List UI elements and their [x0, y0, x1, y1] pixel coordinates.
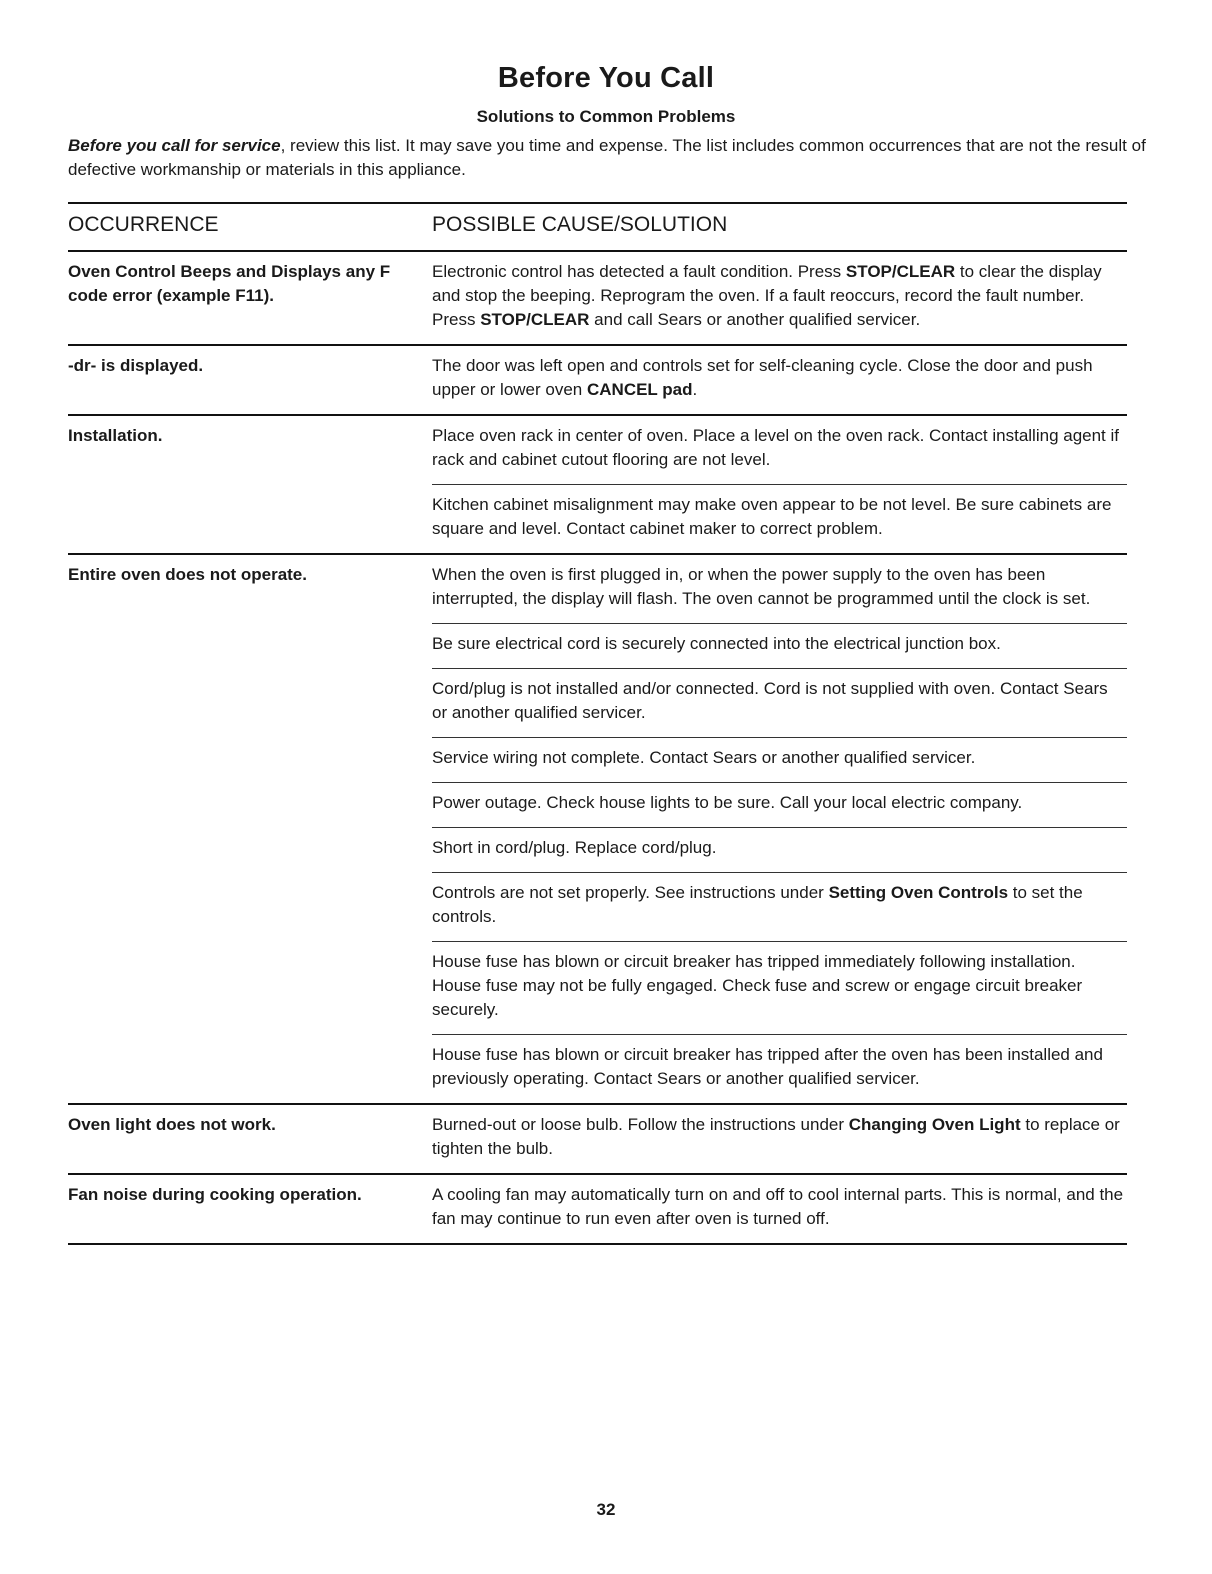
- solution-paragraph: [432, 346, 1127, 414]
- page-subtitle: Solutions to Common Problems: [476, 107, 736, 126]
- solution-paragraph: [432, 941, 1127, 1034]
- solution-text: to clear the display and stop the beeping. Reprogram the oven. If a fault reoccurs, record the fault number. Press: [432, 262, 1102, 329]
- solution-text: Place oven rack in center of oven. Place a level on the oven rack. Contact installing agent if rack and cabinet cutout flooring are not level.: [432, 426, 1120, 469]
- intro-lead: Before you call for service: [68, 136, 281, 155]
- occurrence-cell: -dr- is displayed.: [68, 356, 204, 375]
- solution-text: to replace or tighten the bulb.: [432, 1115, 1120, 1158]
- solution-text: .: [692, 380, 698, 399]
- intro-paragraph: [68, 134, 1148, 182]
- troubleshooting-table: [68, 202, 1127, 1245]
- solution-paragraph: [432, 623, 1127, 668]
- solution-paragraph: [432, 737, 1127, 782]
- solution-paragraph: [432, 484, 1127, 553]
- intro-text: , review this list. It may save you time and expense. The list includes common occurrences that are not the result of defective workmanship or materials in this appliance.: [68, 136, 1146, 179]
- solution-text: Service wiring not complete. Contact Sears or another qualified servicer.: [432, 748, 976, 767]
- solution-text: Short in cord/plug. Replace cord/plug.: [432, 838, 717, 857]
- solution-paragraph: [432, 1034, 1127, 1103]
- table-row: [68, 252, 1127, 346]
- solution-cell: [432, 1175, 1127, 1243]
- solution-paragraph: [432, 872, 1127, 941]
- page-number: 32: [596, 1500, 616, 1519]
- solution-text: Burned-out or loose bulb. Follow the instructions under: [432, 1115, 849, 1134]
- solution-cell: [432, 416, 1127, 553]
- solution-paragraph: [432, 555, 1127, 623]
- solution-text: Power outage. Check house lights to be sure. Call your local electric company.: [432, 793, 1023, 812]
- occurrence-cell: Entire oven does not operate.: [68, 565, 307, 584]
- solution-text: The door was left open and controls set for self-cleaning cycle. Close the door and push upper or lower oven: [432, 356, 1093, 399]
- solution-cell: [432, 252, 1127, 344]
- solution-text: to set the controls.: [432, 883, 1083, 926]
- occurrence-cell: Oven Control Beeps and Displays any F code error (example F11).: [68, 262, 391, 305]
- solution-text: Kitchen cabinet misalignment may make oven appear to be not level. Be sure cabinets are square and level. Contact cabinet maker to correct problem.: [432, 495, 1112, 538]
- solution-text: Electronic control has detected a fault condition. Press: [432, 262, 846, 281]
- solution-emphasis: STOP/CLEAR: [480, 310, 590, 329]
- solution-text: Controls are not set properly. See instructions under: [432, 883, 829, 902]
- solution-emphasis: Changing Oven Light: [848, 1115, 1021, 1134]
- solution-paragraph: [432, 827, 1127, 872]
- solution-emphasis: STOP/CLEAR: [845, 262, 956, 281]
- solution-text: House fuse has blown or circuit breaker has tripped after the oven has been installed and previously operating. Contact Sears or another qualified servicer.: [432, 1045, 1103, 1088]
- solution-text: Be sure electrical cord is securely connected into the electrical junction box.: [432, 634, 1001, 653]
- occurrence-cell: Oven light does not work.: [68, 1115, 276, 1134]
- header-solution: POSSIBLE CAUSE/SOLUTION: [432, 213, 728, 236]
- occurrence-cell: Installation.: [68, 426, 163, 445]
- solution-text: Cord/plug is not installed and/or connected. Cord is not supplied with oven. Contact Sears or another qualified servicer.: [432, 679, 1108, 722]
- solution-text: and call Sears or another qualified servicer.: [589, 310, 921, 329]
- solution-paragraph: [432, 782, 1127, 827]
- table-row: [68, 555, 1127, 1105]
- solution-cell: [432, 1105, 1127, 1173]
- table-row: [68, 1105, 1127, 1175]
- table-row: [68, 416, 1127, 555]
- solution-cell: [432, 555, 1127, 1103]
- page-title: Before You Call: [497, 62, 715, 94]
- solution-text: When the oven is first plugged in, or when the power supply to the oven has been interrupted, the display will flash. The oven cannot be programmed until the clock is set.: [432, 565, 1091, 608]
- header-occurrence: OCCURRENCE: [68, 213, 219, 236]
- solution-paragraph: [432, 1105, 1127, 1173]
- occurrence-cell: Fan noise during cooking operation.: [68, 1185, 362, 1204]
- solution-paragraph: [432, 1175, 1127, 1243]
- solution-paragraph: [432, 416, 1127, 484]
- table-header: [68, 204, 1127, 252]
- solution-text: House fuse has blown or circuit breaker has tripped immediately following installation. House fuse may not be fully engaged. Check fuse and screw or engage circuit breaker securely.: [432, 952, 1083, 1019]
- table-row: [68, 346, 1127, 416]
- solution-emphasis: Setting Oven Controls: [828, 883, 1009, 902]
- solution-paragraph: [432, 668, 1127, 737]
- solution-cell: [432, 346, 1127, 414]
- solution-emphasis: CANCEL pad: [586, 380, 693, 399]
- table-body: [68, 252, 1127, 1245]
- solution-text: A cooling fan may automatically turn on and off to cool internal parts. This is normal, and the fan may continue to run even after oven is turned off.: [432, 1185, 1124, 1228]
- solution-paragraph: [432, 252, 1127, 344]
- table-row: [68, 1175, 1127, 1245]
